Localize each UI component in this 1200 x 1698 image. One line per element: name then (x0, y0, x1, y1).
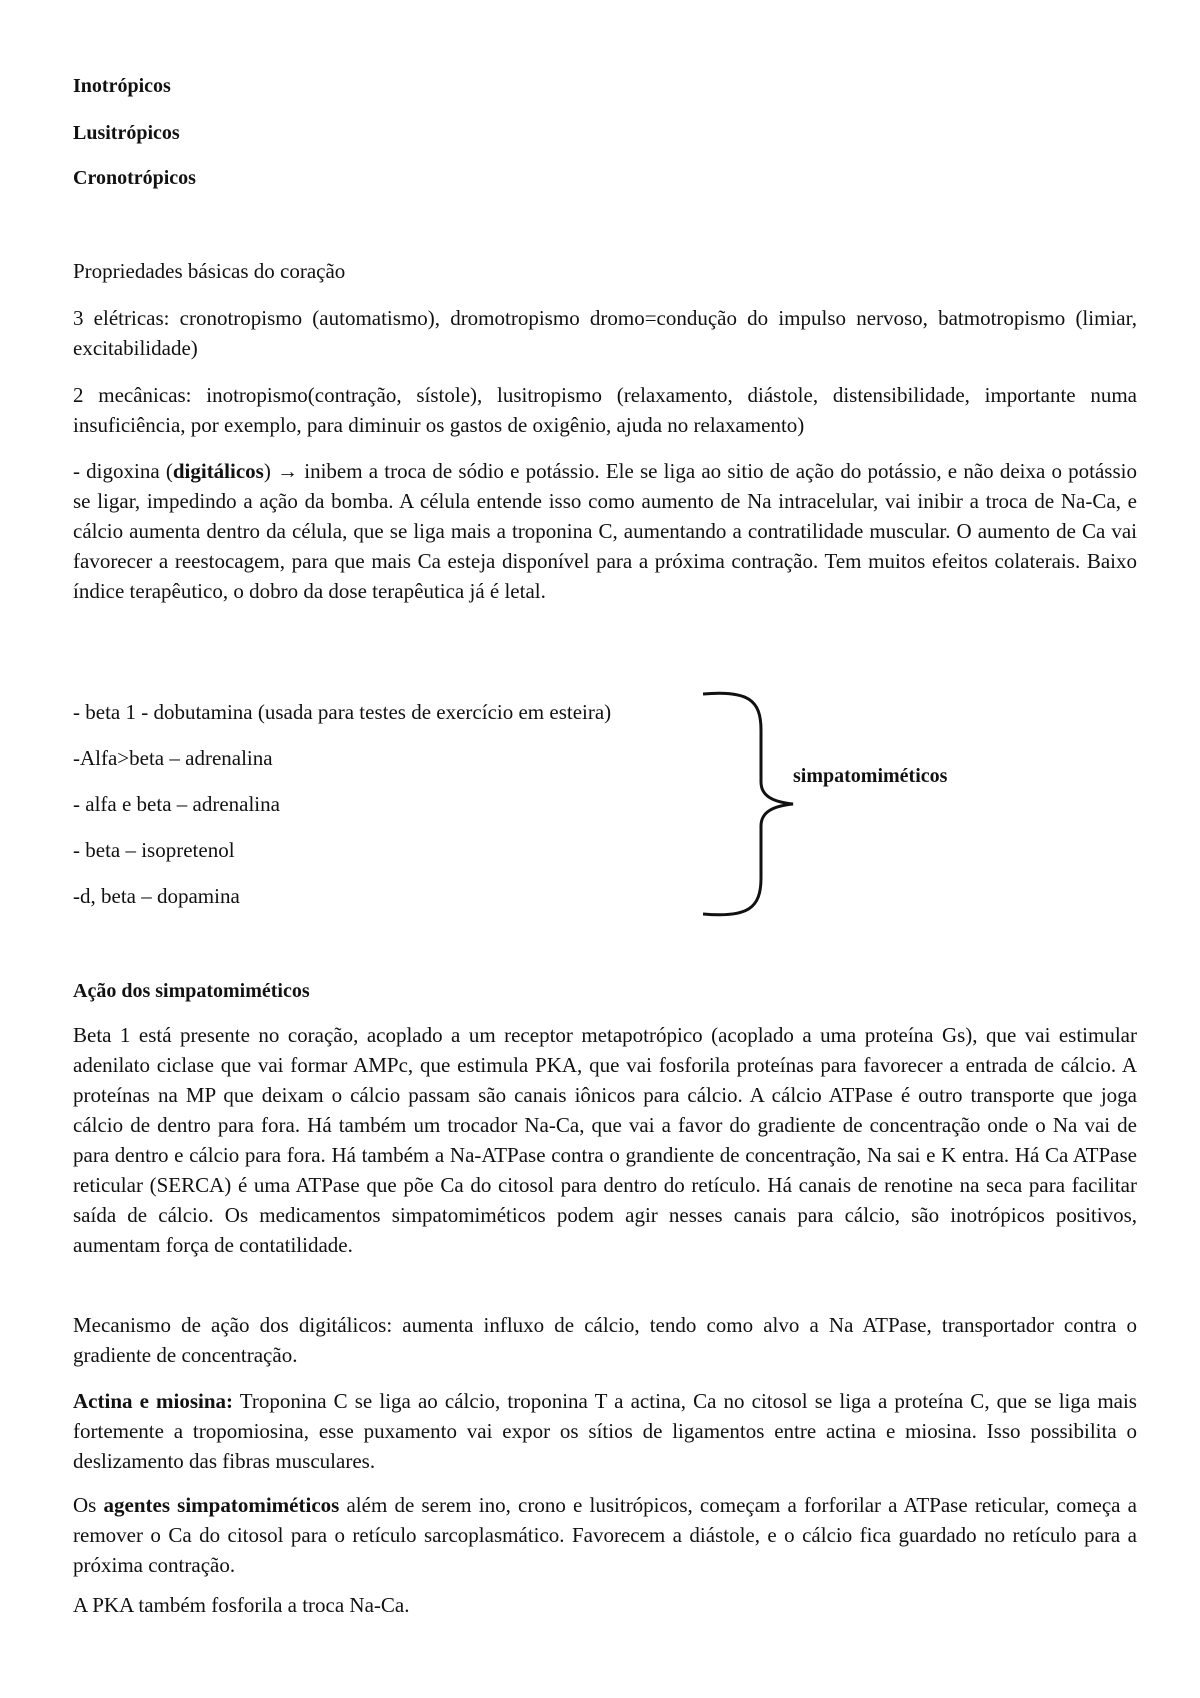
heading-inotropicos: Inotrópicos (73, 75, 171, 97)
digoxin-paragraph (73, 456, 1137, 606)
digoxin-bold-term: digitálicos (172, 459, 264, 483)
heading-cronotropicos: Cronotrópicos (73, 167, 196, 189)
arrow-right-icon: → (277, 459, 299, 483)
action-paragraph-3 (73, 1386, 1137, 1476)
curly-brace-icon (703, 690, 803, 920)
mechanical-properties: 2 mecânicas: inotropismo(contração, sístole), lusitropismo (relaxamento, diástole, distensibilidade, importante numa insuficiência, por exemplo, para diminuir os gastos de oxigênio, ajuda no relaxamento) (73, 383, 1137, 437)
digoxin-text: inibem a troca de sódio e potássio. Ele se liga ao sitio de ação do potássio, e não deixa o potássio se ligar, impedindo a ação da bomba. A célula entende isso como aumento de Na intracelular, vai inibir a troca de Na-Ca, e cálcio aumenta dentro da célula, que se liga mais a troponina C, aumentando a contratilidade muscular. O aumento de Ca vai favorecer a reestocagem, para que mais Ca esteja disponível para a próxima contração. Tem muitos efeitos colaterais. Baixo índice terapêutico, o dobro da dose terapêutica já é letal. (73, 459, 1137, 603)
agents-text: além de serem ino, crono e lusitrópicos, começam a forforilar a ATPase reticular, começa a remover o Ca do citosol para o retículo sarcoplasmático. Favorecem a diástole, e o cálcio fica guardado no retículo para a próxima contração. (73, 1493, 1137, 1577)
list-item: -Alfa>beta – adrenalina (73, 746, 273, 770)
action-paragraph-5: A PKA também fosforila a troca Na-Ca. (73, 1593, 410, 1617)
list-item: - beta 1 - dobutamina (usada para testes de exercício em esteira) (73, 700, 612, 724)
agents-prefix: Os (73, 1493, 104, 1517)
action-paragraph-2: Mecanismo de ação dos digitálicos: aumenta influxo de cálcio, tendo como alvo a Na ATPase, transportador contra o gradiente de concentração. (73, 1313, 1137, 1367)
list-item: - alfa e beta – adrenalina (73, 792, 280, 816)
actin-myosin-text: Troponina C se liga ao cálcio, troponina T a actina, Ca no citosol se liga a proteína C, que se liga mais fortemente a tropomiosina, esse puxamento vai expor os sítios de ligamentos entre actina e miosina. Isso possibilita o deslizamento das fibras musculares. (73, 1389, 1137, 1473)
list-item: - beta – isopretenol (73, 838, 235, 862)
agents-bold-term: agentes simpatomiméticos (103, 1493, 340, 1517)
electrical-properties: 3 elétricas: cronotropismo (automatismo), dromotropismo dromo=condução do impulso nervoso, batmotropismo (limiar, excitabilidade) (73, 306, 1137, 360)
sympathomimetics-label: simpatomiméticos (793, 765, 948, 787)
actin-myosin-label: Actina e miosina: (73, 1389, 234, 1413)
digoxin-close: ) (263, 459, 271, 483)
digoxin-prefix: - digoxina ( (73, 459, 173, 483)
heading-lusitropicos: Lusitrópicos (73, 122, 180, 144)
list-item: -d, beta – dopamina (73, 884, 240, 908)
action-paragraph-4 (73, 1490, 1137, 1580)
action-title: Ação dos simpatomiméticos (73, 980, 310, 1002)
action-paragraph-1: Beta 1 está presente no coração, acoplado a um receptor metapotrópico (acoplado a uma proteína Gs), que vai estimular adenilato ciclase que vai formar AMPc, que estimula PKA, que vai fosforila proteínas para favorecer a entrada de cálcio. A proteínas na MP que deixam o cálcio passam são canais iônicos para cálcio. A cálcio ATPase é outro transporte que joga cálcio de dentro para fora. Há também um trocador Na-Ca, que vai a favor do gradiente de concentração onde o Na vai de para dentro e cálcio para fora. Há também a Na-ATPase contra o grandiente de concentração, Na sai e K entra. Há Ca ATPase reticular (SERCA) é uma ATPase que põe Ca do citosol para dentro do retículo. Há canais de renotine na seca para facilitar saída de cálcio. Os medicamentos simpatomiméticos podem agir nesses canais para cálcio, são inotrópicos positivos, aumentam força de contatilidade. (73, 1023, 1137, 1257)
properties-title: Propriedades básicas do coração (73, 259, 346, 283)
